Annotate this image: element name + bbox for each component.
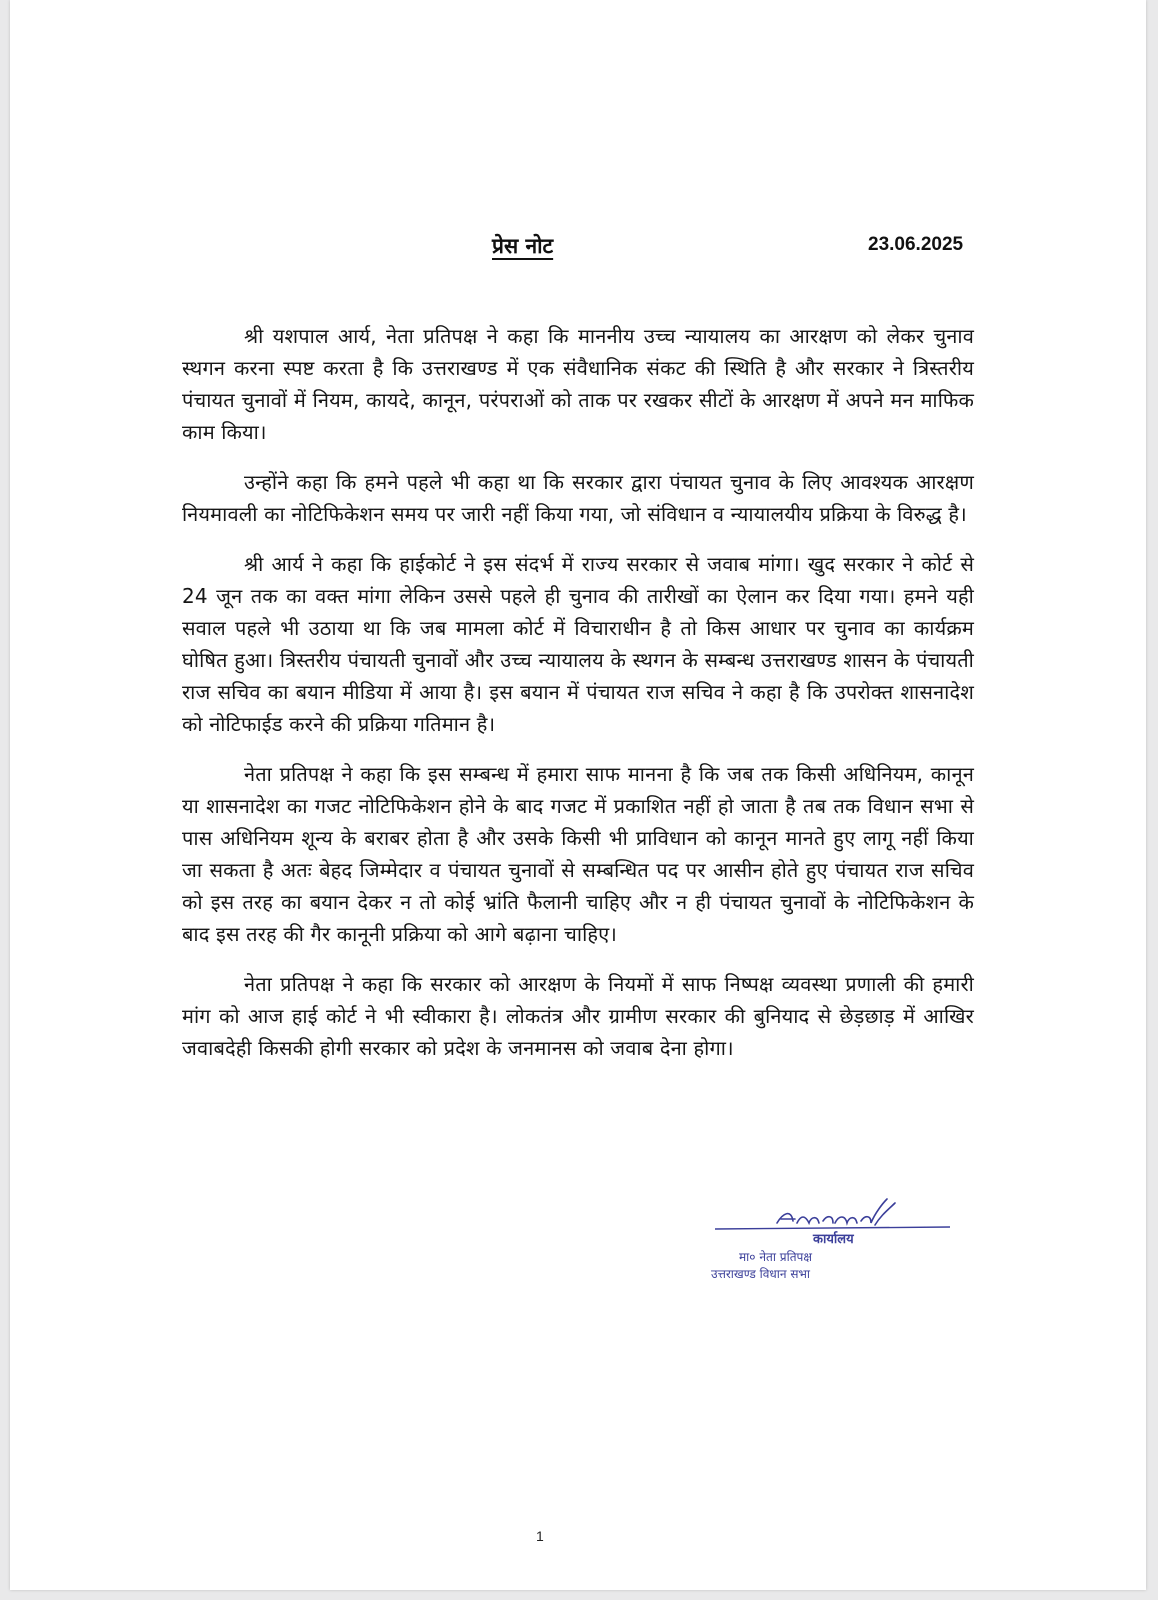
stamp-line-3: उत्तराखण्ड विधान सभा <box>711 1267 811 1281</box>
signature-stamp <box>705 1195 960 1285</box>
paragraph-5: नेता प्रतिपक्ष ने कहा कि सरकार को आरक्षण के नियमों में साफ निष्पक्ष व्यवस्था प्रणाली की हमारी मांग को आज हाई कोर्ट ने भी स्वीकारा है। लोकतंत्र और ग्रामीण सरकार की बुनियाद से छेड़छाड़ में आखिर जवाबदेही किसकी होगी सरकार को प्रदेश के जनमानस को जवाब देना होगा। <box>182 972 974 1060</box>
paragraph-4: नेता प्रतिपक्ष ने कहा कि इस सम्बन्ध में हमारा साफ मानना है कि जब तक किसी अधिनियम, कानून या शासनादेश का गजट नोटिफिकेशन होने के बाद गजट में प्रकाशित नहीं हो जाता है तब तक विधान सभा से पास अधिनियम शून्य के बराबर होता है और उसके किसी भी प्राविधान को कानून मानते हुए लागू नहीं किया जा सकता है अतः बेहद जिम्मेदार व पंचायत चुनावों से सम्बन्धित पद पर आसीन होते हुए पंचायत राज सचिव को इस तरह का बयान देकर न तो कोई भ्रांति फैलानी चाहिए और न ही पंचायत चुनावों के नोटिफिकेशन के बाद इस तरह की गैर कानूनी प्रक्रिया को आगे बढ़ाना चाहिए। <box>182 762 974 946</box>
document-page <box>10 0 1146 1590</box>
document-date: 23.06.2025 <box>868 234 964 255</box>
document-body <box>182 320 974 1082</box>
stamp-line-1: कार्यालय <box>813 1232 854 1247</box>
page-number: 1 <box>536 1528 544 1544</box>
document-title: प्रेस नोट <box>492 234 554 258</box>
stamp-line-2: मा० नेता प्रतिपक्ष <box>739 1250 812 1264</box>
signature-graphic <box>705 1195 960 1285</box>
paragraph-2: उन्होंने कहा कि हमने पहले भी कहा था कि सरकार द्वारा पंचायत चुनाव के लिए आवश्यक आरक्षण नियमावली का नोटिफिकेशन समय पर जारी नहीं किया गया, जो संविधान व न्यायालयीय प्रक्रिया के विरुद्ध है। <box>182 470 974 526</box>
paragraph-3: श्री आर्य ने कहा कि हाईकोर्ट ने इस संदर्भ में राज्य सरकार से जवाब मांगा। खुद सरकार ने कोर्ट से 24 जून तक का वक्त मांगा लेकिन उससे पहले ही चुनाव की तारीखों का ऐलान कर दिया गया। हमने यही सवाल पहले भी उठाया था कि जब मामला कोर्ट में विचाराधीन है तो किस आधार पर चुनाव का कार्यक्रम घोषित हुआ। त्रिस्तरीय पंचायती चुनावों और उच्च न्यायालय के स्थगन के सम्बन्ध उत्तराखण्ड शासन के पंचायती राज सचिव का बयान मीडिया में आया है। इस बयान में पंचायत राज सचिव ने कहा है कि उपरोक्त शासनादेश को नोटिफाईड करने की प्रक्रिया गतिमान है। <box>182 552 974 736</box>
paragraph-1: श्री यशपाल आर्य, नेता प्रतिपक्ष ने कहा कि माननीय उच्च न्यायालय का आरक्षण को लेकर चुनाव स्थगन करना स्पष्ट करता है कि उत्तराखण्ड में एक संवैधानिक संकट की स्थिति है और सरकार ने त्रिस्तरीय पंचायत चुनावों में नियम, कायदे, कानून, परंपराओं को ताक पर रखकर सीटों के आरक्षण में अपने मन माफिक काम किया। <box>182 324 974 444</box>
